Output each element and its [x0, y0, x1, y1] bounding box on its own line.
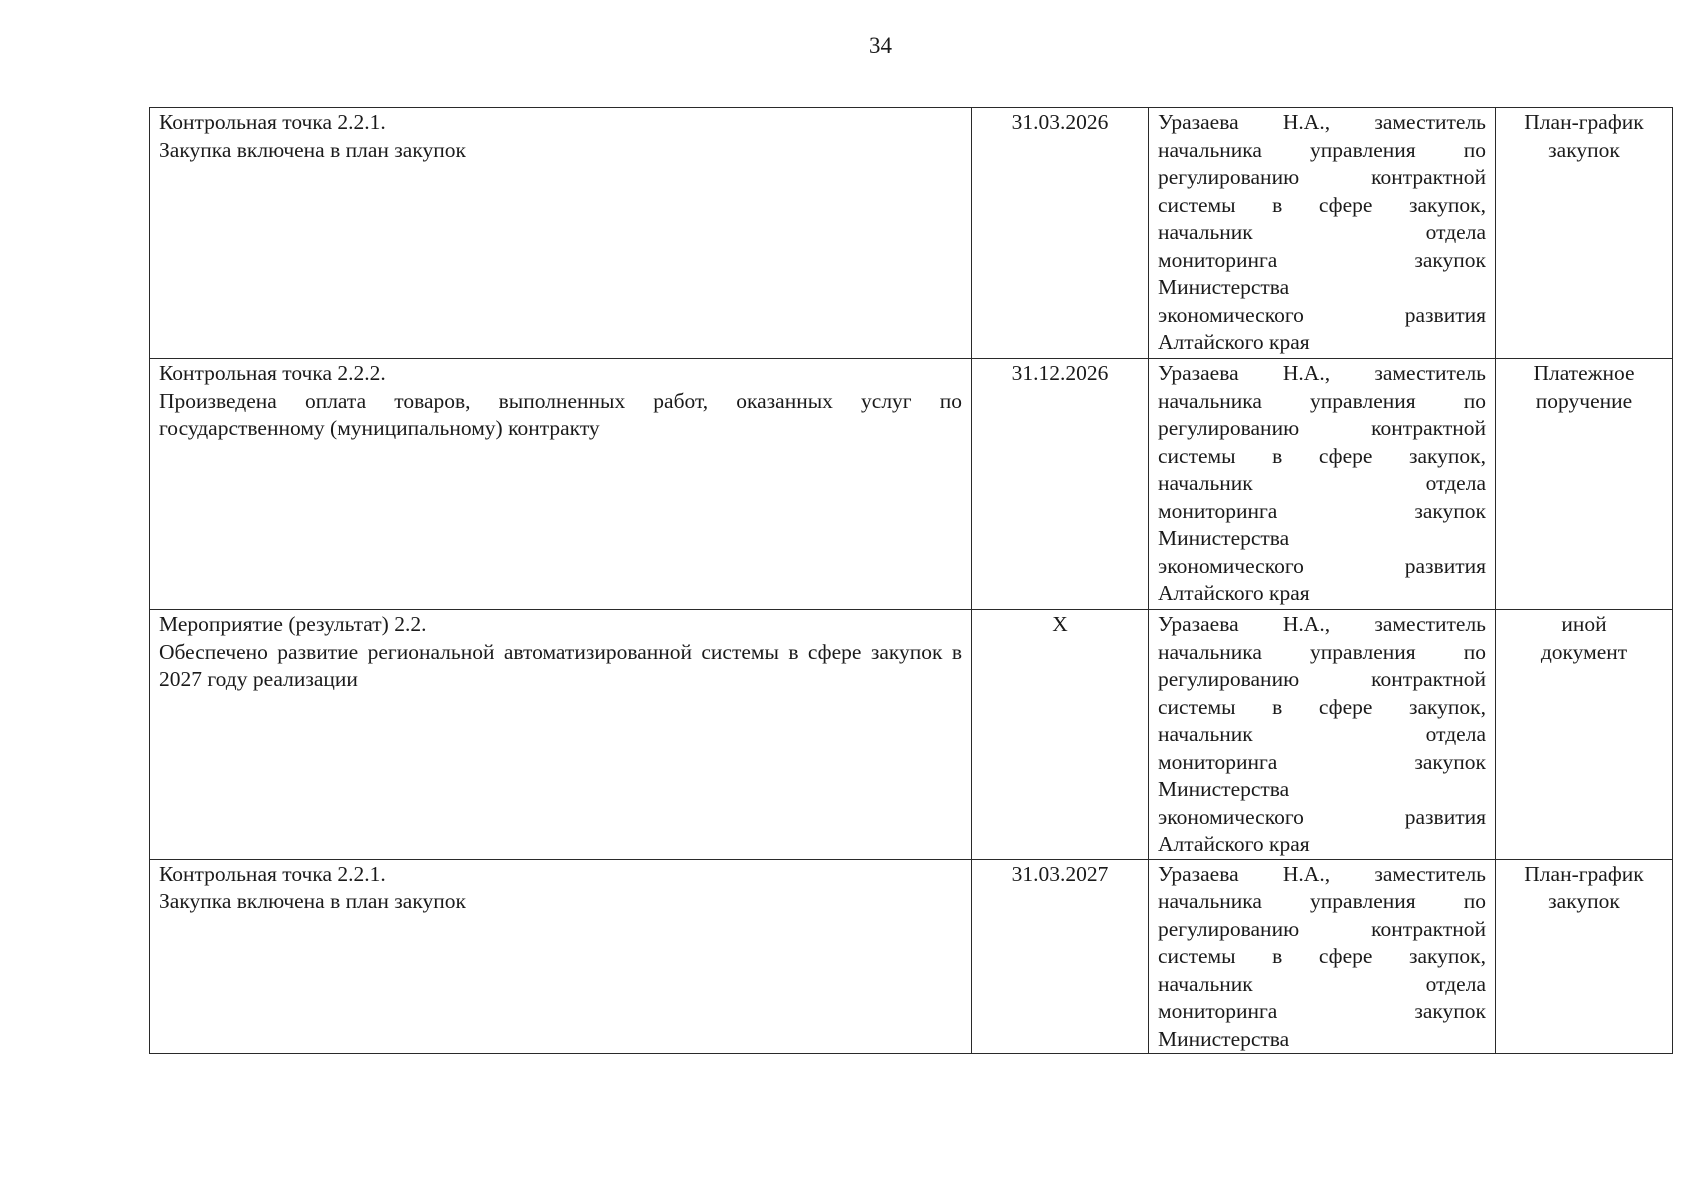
- table-row: [150, 610, 1673, 860]
- document-line: План-график: [1524, 861, 1644, 886]
- responsible-line: начальника управления по: [1158, 137, 1486, 162]
- responsible-line: регулированию контрактной: [1158, 916, 1486, 941]
- responsible-cell: [1149, 359, 1496, 610]
- responsible-line: Министерства: [1158, 1026, 1290, 1051]
- responsible-line: мониторинга закупок: [1158, 999, 1486, 1023]
- responsible-line: начальника управления по: [1158, 889, 1486, 913]
- responsible-line: мониторинга закупок: [1158, 247, 1486, 272]
- date-cell: 31.03.2027: [972, 859, 1149, 1054]
- name-cell: [150, 108, 972, 359]
- responsible-cell: [1149, 859, 1496, 1054]
- responsible-line: системы в сфере закупок,: [1158, 944, 1486, 968]
- name-cell: [150, 859, 972, 1054]
- name-cell: [150, 359, 972, 610]
- responsible-line: мониторинга закупок: [1158, 749, 1486, 774]
- responsible-line: системы в сфере закупок,: [1158, 694, 1486, 719]
- date-cell: X: [972, 610, 1149, 860]
- responsible-line: Министерства: [1158, 275, 1290, 299]
- document-cell: [1496, 108, 1673, 359]
- responsible-line: Министерства: [1158, 777, 1290, 801]
- plan-table: [149, 107, 1673, 1054]
- responsible-line: Уразаева Н.А., заместитель: [1158, 861, 1486, 886]
- responsible-line: Алтайского края: [1158, 581, 1310, 605]
- responsible-line: начальник отдела: [1158, 971, 1486, 996]
- item-heading: Мероприятие (результат) 2.2.: [159, 612, 427, 636]
- responsible-line: экономического развития: [1158, 553, 1486, 578]
- item-description: Закупка включена в план закупок: [159, 889, 466, 913]
- document-line: документ: [1540, 639, 1628, 664]
- responsible-line: Уразаева Н.А., заместитель: [1158, 612, 1486, 636]
- responsible-line: мониторинга закупок: [1158, 498, 1486, 523]
- item-heading: Контрольная точка 2.2.1.: [159, 861, 386, 886]
- responsible-line: системы в сфере закупок,: [1158, 443, 1486, 468]
- date-cell: 31.03.2026: [972, 108, 1149, 359]
- document-line: закупок: [1548, 889, 1620, 913]
- document-line: закупок: [1548, 137, 1620, 162]
- document-line: Платежное: [1533, 361, 1635, 385]
- item-description: Обеспечено развитие региональной автоматизированной системы в сфере закупок в 2027 году реализации: [159, 639, 962, 691]
- responsible-line: системы в сфере закупок,: [1158, 192, 1486, 217]
- page-number: 34: [869, 33, 892, 58]
- responsible-line: регулированию контрактной: [1158, 667, 1486, 691]
- document-line: План-график: [1524, 110, 1644, 134]
- name-cell: [150, 610, 972, 860]
- responsible-line: регулированию контрактной: [1158, 416, 1486, 440]
- responsible-line: начальник отдела: [1158, 471, 1486, 495]
- document-cell: [1496, 610, 1673, 860]
- table-row: [150, 859, 1673, 1054]
- responsible-line: начальник отдела: [1158, 220, 1486, 244]
- document-cell: [1496, 859, 1673, 1054]
- responsible-line: Алтайского края: [1158, 330, 1310, 354]
- responsible-line: начальник отдела: [1158, 722, 1486, 746]
- responsible-cell: [1149, 610, 1496, 860]
- responsible-line: экономического развития: [1158, 804, 1486, 829]
- date-cell: 31.12.2026: [972, 359, 1149, 610]
- responsible-line: начальника управления по: [1158, 388, 1486, 413]
- responsible-line: Уразаева Н.А., заместитель: [1158, 361, 1486, 385]
- responsible-line: регулированию контрактной: [1158, 165, 1486, 189]
- item-heading: Контрольная точка 2.2.2.: [159, 361, 386, 385]
- item-heading: Контрольная точка 2.2.1.: [159, 110, 386, 134]
- table-row: [150, 108, 1673, 359]
- document-line: поручение: [1535, 388, 1633, 413]
- document-cell: [1496, 359, 1673, 610]
- responsible-line: Уразаева Н.А., заместитель: [1158, 110, 1486, 134]
- responsible-line: экономического развития: [1158, 302, 1486, 327]
- responsible-line: Алтайского края: [1158, 832, 1310, 856]
- item-description: Произведена оплата товаров, выполненных работ, оказанных услуг по государственному (муниципальному) контракту: [159, 388, 962, 440]
- responsible-cell: [1149, 108, 1496, 359]
- table-row: [150, 359, 1673, 610]
- responsible-line: начальника управления по: [1158, 639, 1486, 664]
- responsible-line: Министерства: [1158, 526, 1290, 550]
- item-description: Закупка включена в план закупок: [159, 137, 466, 162]
- document-line: иной: [1561, 612, 1607, 636]
